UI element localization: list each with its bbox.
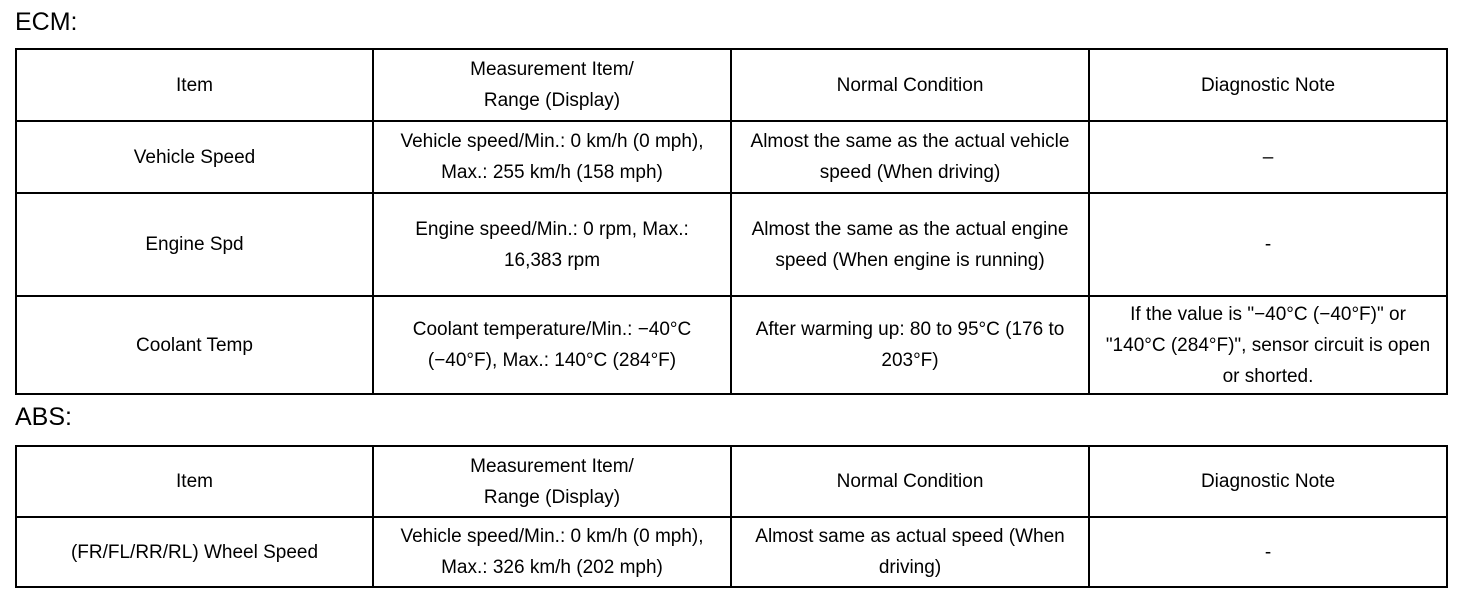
header-measurement <box>373 49 731 121</box>
cell-item: (FR/FL/RR/RL) Wheel Speed <box>16 517 373 587</box>
cell-normal-condition: After warming up: 80 to 95°C (176 to 203°F) <box>731 296 1089 394</box>
table-row <box>16 296 1447 394</box>
table-header-row <box>16 49 1447 121</box>
cell-normal-condition: Almost the same as the actual vehicle speed (When driving) <box>731 121 1089 193</box>
header-measurement-line1: Measurement Item/ <box>470 59 634 80</box>
table-header-row <box>16 446 1447 517</box>
abs-data-table <box>15 445 1448 588</box>
cell-normal-condition: Almost same as actual speed (When driving) <box>731 517 1089 587</box>
ecm-section-title: ECM: <box>15 8 78 36</box>
cell-item: Coolant Temp <box>16 296 373 394</box>
header-diagnostic-note: Diagnostic Note <box>1089 49 1447 121</box>
cell-diagnostic-note: – <box>1089 121 1447 193</box>
header-diagnostic-note: Diagnostic Note <box>1089 446 1447 517</box>
header-measurement-line2: Range (Display) <box>483 90 621 111</box>
table-row <box>16 193 1447 296</box>
table-row <box>16 517 1447 587</box>
header-normal-condition: Normal Condition <box>731 446 1089 517</box>
cell-measurement: Vehicle speed/Min.: 0 km/h (0 mph), Max.: 326 km/h (202 mph) <box>373 517 731 587</box>
cell-item: Engine Spd <box>16 193 373 296</box>
header-measurement-line1: Measurement Item/ <box>470 455 634 477</box>
cell-measurement: Engine speed/Min.: 0 rpm, Max.: 16,383 rpm <box>373 193 731 296</box>
header-item: Item <box>16 446 373 517</box>
cell-item: Vehicle Speed <box>16 121 373 193</box>
header-measurement <box>373 446 731 517</box>
cell-diagnostic-note: - <box>1089 517 1447 587</box>
cell-measurement: Coolant temperature/Min.: −40°C (−40°F), Max.: 140°C (284°F) <box>373 296 731 394</box>
header-item: Item <box>16 49 373 121</box>
cell-diagnostic-note: If the value is "−40°C (−40°F)" or "140°C (284°F)", sensor circuit is open or shorted. <box>1089 296 1447 394</box>
abs-section-title: ABS: <box>15 403 72 431</box>
cell-normal-condition: Almost the same as the actual engine speed (When engine is running) <box>731 193 1089 296</box>
cell-diagnostic-note: - <box>1089 193 1447 296</box>
cell-measurement: Vehicle speed/Min.: 0 km/h (0 mph), Max.: 255 km/h (158 mph) <box>373 121 731 193</box>
header-measurement-line2: Range (Display) <box>483 486 621 508</box>
ecm-data-table <box>15 48 1448 395</box>
table-row <box>16 121 1447 193</box>
header-normal-condition: Normal Condition <box>731 49 1089 121</box>
